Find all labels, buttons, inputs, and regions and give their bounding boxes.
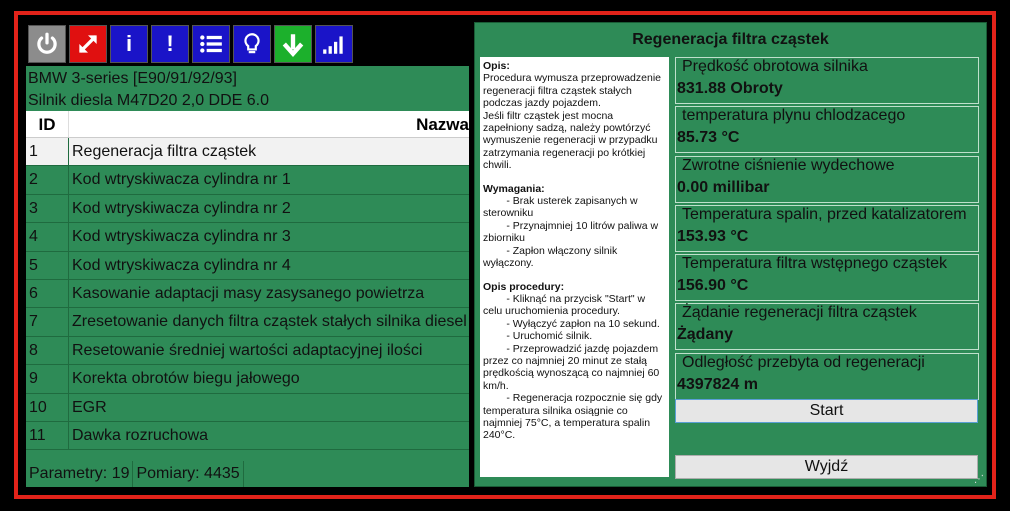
measurement-label: Temperatura filtra wstępnego cząstek	[682, 255, 950, 273]
measurement-value: 0.00 millibar	[677, 178, 770, 196]
toolbar	[28, 25, 353, 63]
measurement-box	[675, 57, 979, 104]
table-row[interactable]	[26, 195, 469, 223]
measurement-box	[675, 254, 979, 301]
measurement-box	[675, 353, 979, 400]
row-name: Kod wtryskiwacza cylindra nr 3	[72, 228, 291, 246]
measurement-label: Odległość przebyta od regeneracji	[682, 354, 928, 372]
table-row[interactable]	[26, 422, 469, 450]
row-name: Kasowanie adaptacji masy zasysanego powietrza	[72, 284, 425, 302]
measurements-list	[675, 57, 979, 402]
measurement-label: Żądanie regeneracji filtra cząstek	[682, 304, 920, 322]
row-id: 5	[26, 252, 69, 279]
table-row[interactable]	[26, 138, 469, 166]
table-row[interactable]	[26, 280, 469, 308]
row-name: Korekta obrotów biegu jałowego	[72, 370, 300, 388]
info-button[interactable]	[110, 25, 148, 63]
row-id: 8	[26, 337, 69, 364]
vehicle-model: BMW 3-series [E90/91/92/93]	[28, 70, 237, 87]
measurement-box	[675, 303, 979, 350]
power-button[interactable]	[28, 25, 66, 63]
signal-bars-icon	[321, 31, 347, 57]
dialog-title: Regeneracja filtra cząstek	[632, 31, 829, 48]
table-row[interactable]	[26, 365, 469, 393]
arrow-down-icon	[280, 31, 306, 57]
procedures-panel	[26, 66, 469, 487]
row-name: Kod wtryskiwacza cylindra nr 4	[72, 256, 291, 274]
row-name: Resetowanie średniej wartości adaptacyjnej ilości	[72, 341, 423, 359]
vehicle-info	[28, 68, 269, 112]
measurement-value: 153.93 °C	[677, 227, 749, 245]
measurement-box	[675, 106, 979, 153]
row-id: 2	[26, 166, 69, 193]
row-name: Kod wtryskiwacza cylindra nr 2	[72, 199, 291, 217]
table-row[interactable]	[26, 337, 469, 365]
signal-button[interactable]	[315, 25, 353, 63]
column-header-name[interactable]: Nazwa	[416, 115, 469, 134]
measurement-box	[675, 156, 979, 203]
status-bar	[26, 461, 244, 487]
lightbulb-icon	[239, 31, 265, 57]
table-row[interactable]	[26, 308, 469, 336]
hint-button[interactable]	[233, 25, 271, 63]
table-row[interactable]	[26, 166, 469, 194]
requirements-heading: Wymagania:	[483, 182, 545, 195]
params-count: Parametry: 19	[26, 461, 133, 487]
row-name: Regeneracja filtra cząstek	[72, 143, 257, 160]
measurement-value: 156.90 °C	[677, 277, 749, 295]
table-header	[26, 111, 469, 138]
measurement-value: 85.73 °C	[677, 129, 740, 147]
procedure-text: - Kliknąć na przycisk "Start" w celu uruchomienia procedury. - Wyłączyć zapłon na 10 sekund. - Uruchomić silnik. - Przeprowadzić jazdę pojazdem przez co najmniej 20 minut ze stałą prędkością wynoszącą co najmniej 60 km/h. - Regeneracja rozpocznie się gdy temperatura silnika osiągnie co najmniej 75°C, a temperatura spalin 240°C.	[483, 292, 663, 442]
row-id: 11	[26, 422, 69, 449]
measurement-label: Temperatura spalin, przed katalizatorem	[682, 206, 970, 224]
measurement-value: Żądany	[677, 326, 734, 344]
row-name: Zresetowanie danych filtra cząstek stałych silnika diesel	[72, 313, 467, 331]
procedure-description	[480, 57, 669, 477]
measurement-box	[675, 205, 979, 252]
info-icon: i	[125, 31, 133, 56]
list-button[interactable]	[192, 25, 230, 63]
measurement-value: 831.88 Obroty	[677, 80, 783, 97]
column-header-id[interactable]: ID	[26, 111, 69, 137]
row-name: Dawka rozruchowa	[72, 426, 209, 444]
measurement-label: temperatura plynu chlodzacego	[682, 107, 908, 125]
row-id: 6	[26, 280, 69, 307]
row-id: 10	[26, 394, 69, 421]
row-id: 3	[26, 195, 69, 222]
alert-button[interactable]	[151, 25, 189, 63]
fullscreen-button[interactable]	[69, 25, 107, 63]
table-row[interactable]	[26, 394, 469, 422]
exit-button[interactable]: Wyjdź	[675, 455, 978, 479]
download-button[interactable]	[274, 25, 312, 63]
measurement-label: Prędkość obrotowa silnika	[682, 58, 871, 76]
table-row[interactable]	[26, 252, 469, 280]
requirements-text: - Brak usterek zapisanych w sterowniku - Przynajmniej 10 litrów paliwa w zbiorniku - Zapłon włączony silnik wyłączony.	[483, 195, 659, 270]
measures-count: Pomiary: 4435	[133, 461, 243, 487]
measurement-value: 4397824 m	[677, 375, 758, 393]
row-id: 1	[26, 138, 69, 165]
procedures-table	[26, 111, 469, 450]
row-id: 7	[26, 308, 69, 335]
opis-heading: Opis:	[483, 60, 510, 72]
start-button[interactable]: Start	[675, 399, 978, 423]
procedure-heading: Opis procedury:	[483, 280, 565, 293]
list-icon	[198, 31, 224, 57]
regeneration-dialog	[474, 22, 987, 487]
exclamation-icon: !	[166, 31, 174, 56]
table-row[interactable]	[26, 223, 469, 251]
measurement-label: Zwrotne ciśnienie wydechowe	[682, 157, 898, 175]
vehicle-engine: Silnik diesla M47D20 2,0 DDE 6.0	[28, 92, 270, 109]
row-id: 9	[26, 365, 69, 392]
row-id: 4	[26, 223, 69, 250]
row-name: EGR	[72, 398, 107, 416]
resize-grip-icon[interactable]: ⋰	[974, 474, 984, 485]
power-icon	[34, 31, 60, 57]
row-name: Kod wtryskiwacza cylindra nr 1	[72, 171, 291, 189]
opis-text: Procedura wymusza przeprowadzenie regeneracji filtra cząstek stałych podczas jazdy pojazdem. Jeśli filtr cząstek jest mocna zapełniony sadzą, należy powtórzyć wymuszenie regeneracji w przypadku zatrzymania regeneracji po krótkiej chwili.	[483, 72, 662, 172]
expand-arrows-icon	[75, 31, 101, 57]
